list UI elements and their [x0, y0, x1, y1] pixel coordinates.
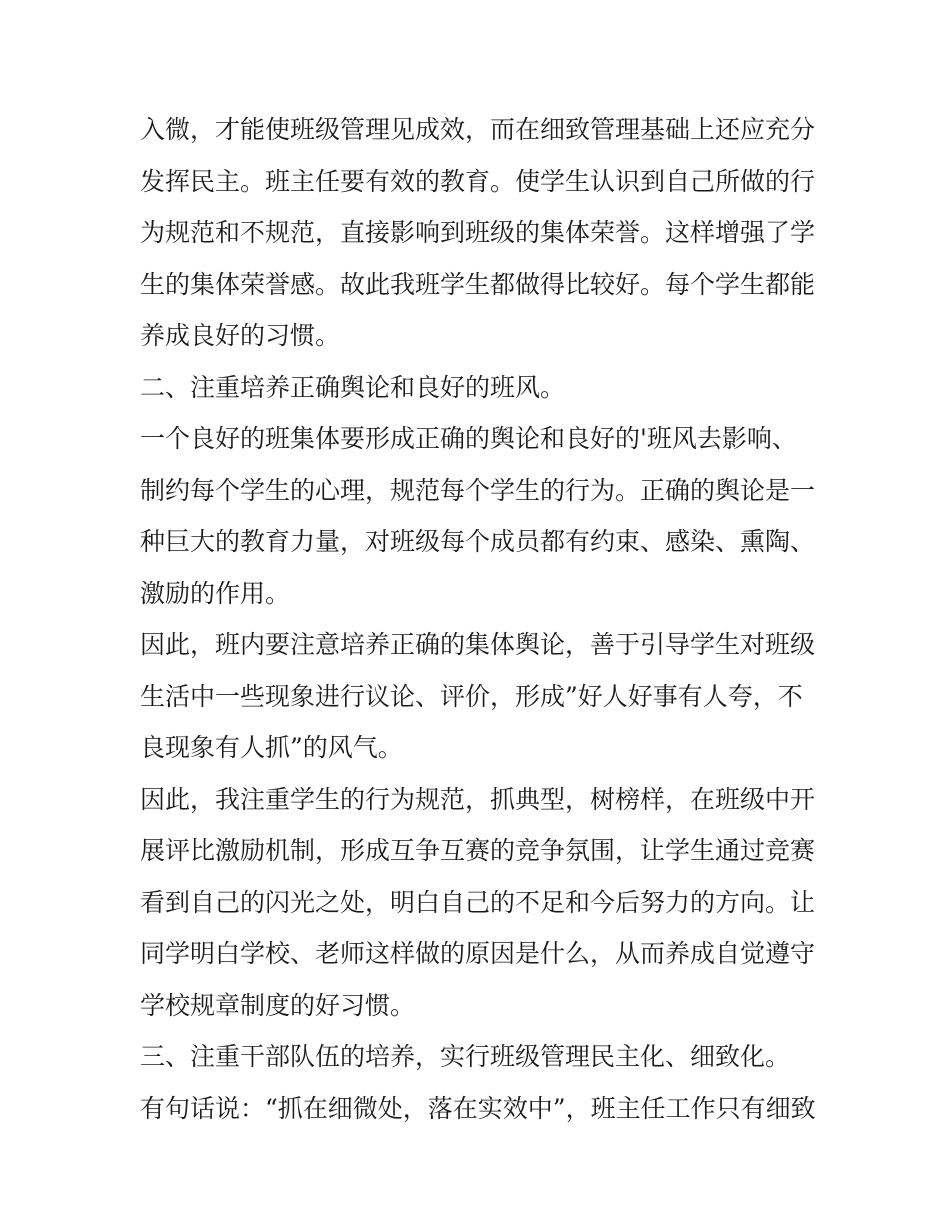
section-heading: 二、注重培养正确舆论和良好的班风。 — [140, 372, 566, 402]
text-line: 同学明白学校、老师这样做的原因是什么，从而养成自觉遵守 — [140, 939, 816, 968]
text-line: 种巨大的教育力量，对班级每个成员都有约束、感染、熏陶、 — [140, 527, 816, 556]
text-line: 一个良好的班集体要形成正确的舆论和良好的'班风去影响、 — [140, 424, 797, 453]
text-line: 因此，班内要注意培养正确的集体舆论，善于引导学生对班级 — [140, 630, 816, 659]
text-line: 生活中一些现象进行议论、评价，形成”好人好事有人夸，不 — [140, 681, 803, 711]
text-line: 激励的作用。 — [140, 578, 291, 608]
text-line: 看到自己的闪光之处，明白自己的不足和今后努力的方向。让 — [140, 887, 816, 917]
text-line: 发挥民主。班主任要有效的教育。使学生认识到自己所做的行 — [140, 166, 816, 196]
text-line: 制约每个学生的心理，规范每个学生的行为。正确的舆论是一 — [140, 475, 816, 505]
text-line: 因此，我注重学生的行为规范，抓典型，树榜样，在班级中开 — [140, 784, 816, 814]
text-line: 良现象有人抓”的风气。 — [140, 733, 403, 762]
text-line: 展评比激励机制，形成互争互赛的竞争氛围，让学生通过竞赛 — [140, 836, 816, 865]
section-heading: 三、注重干部队伍的培养，实行班级管理民主化、细致化。 — [140, 1042, 791, 1071]
text-line: 养成良好的习惯。 — [140, 321, 341, 350]
text-line: 有句话说：“抓在细微处，落在实效中”，班主任工作只有细致 — [140, 1093, 816, 1123]
document-body — [140, 104, 820, 1134]
text-line: 入微，才能使班级管理见成效，而在细致管理基础上还应充分 — [140, 115, 816, 144]
text-line: 生的集体荣誉感。故此我班学生都做得比较好。每个学生都能 — [140, 269, 816, 299]
text-line: 为规范和不规范，直接影响到班级的集体荣誉。这样增强了学 — [140, 218, 816, 247]
text-line: 学校规章制度的好习惯。 — [140, 990, 416, 1020]
